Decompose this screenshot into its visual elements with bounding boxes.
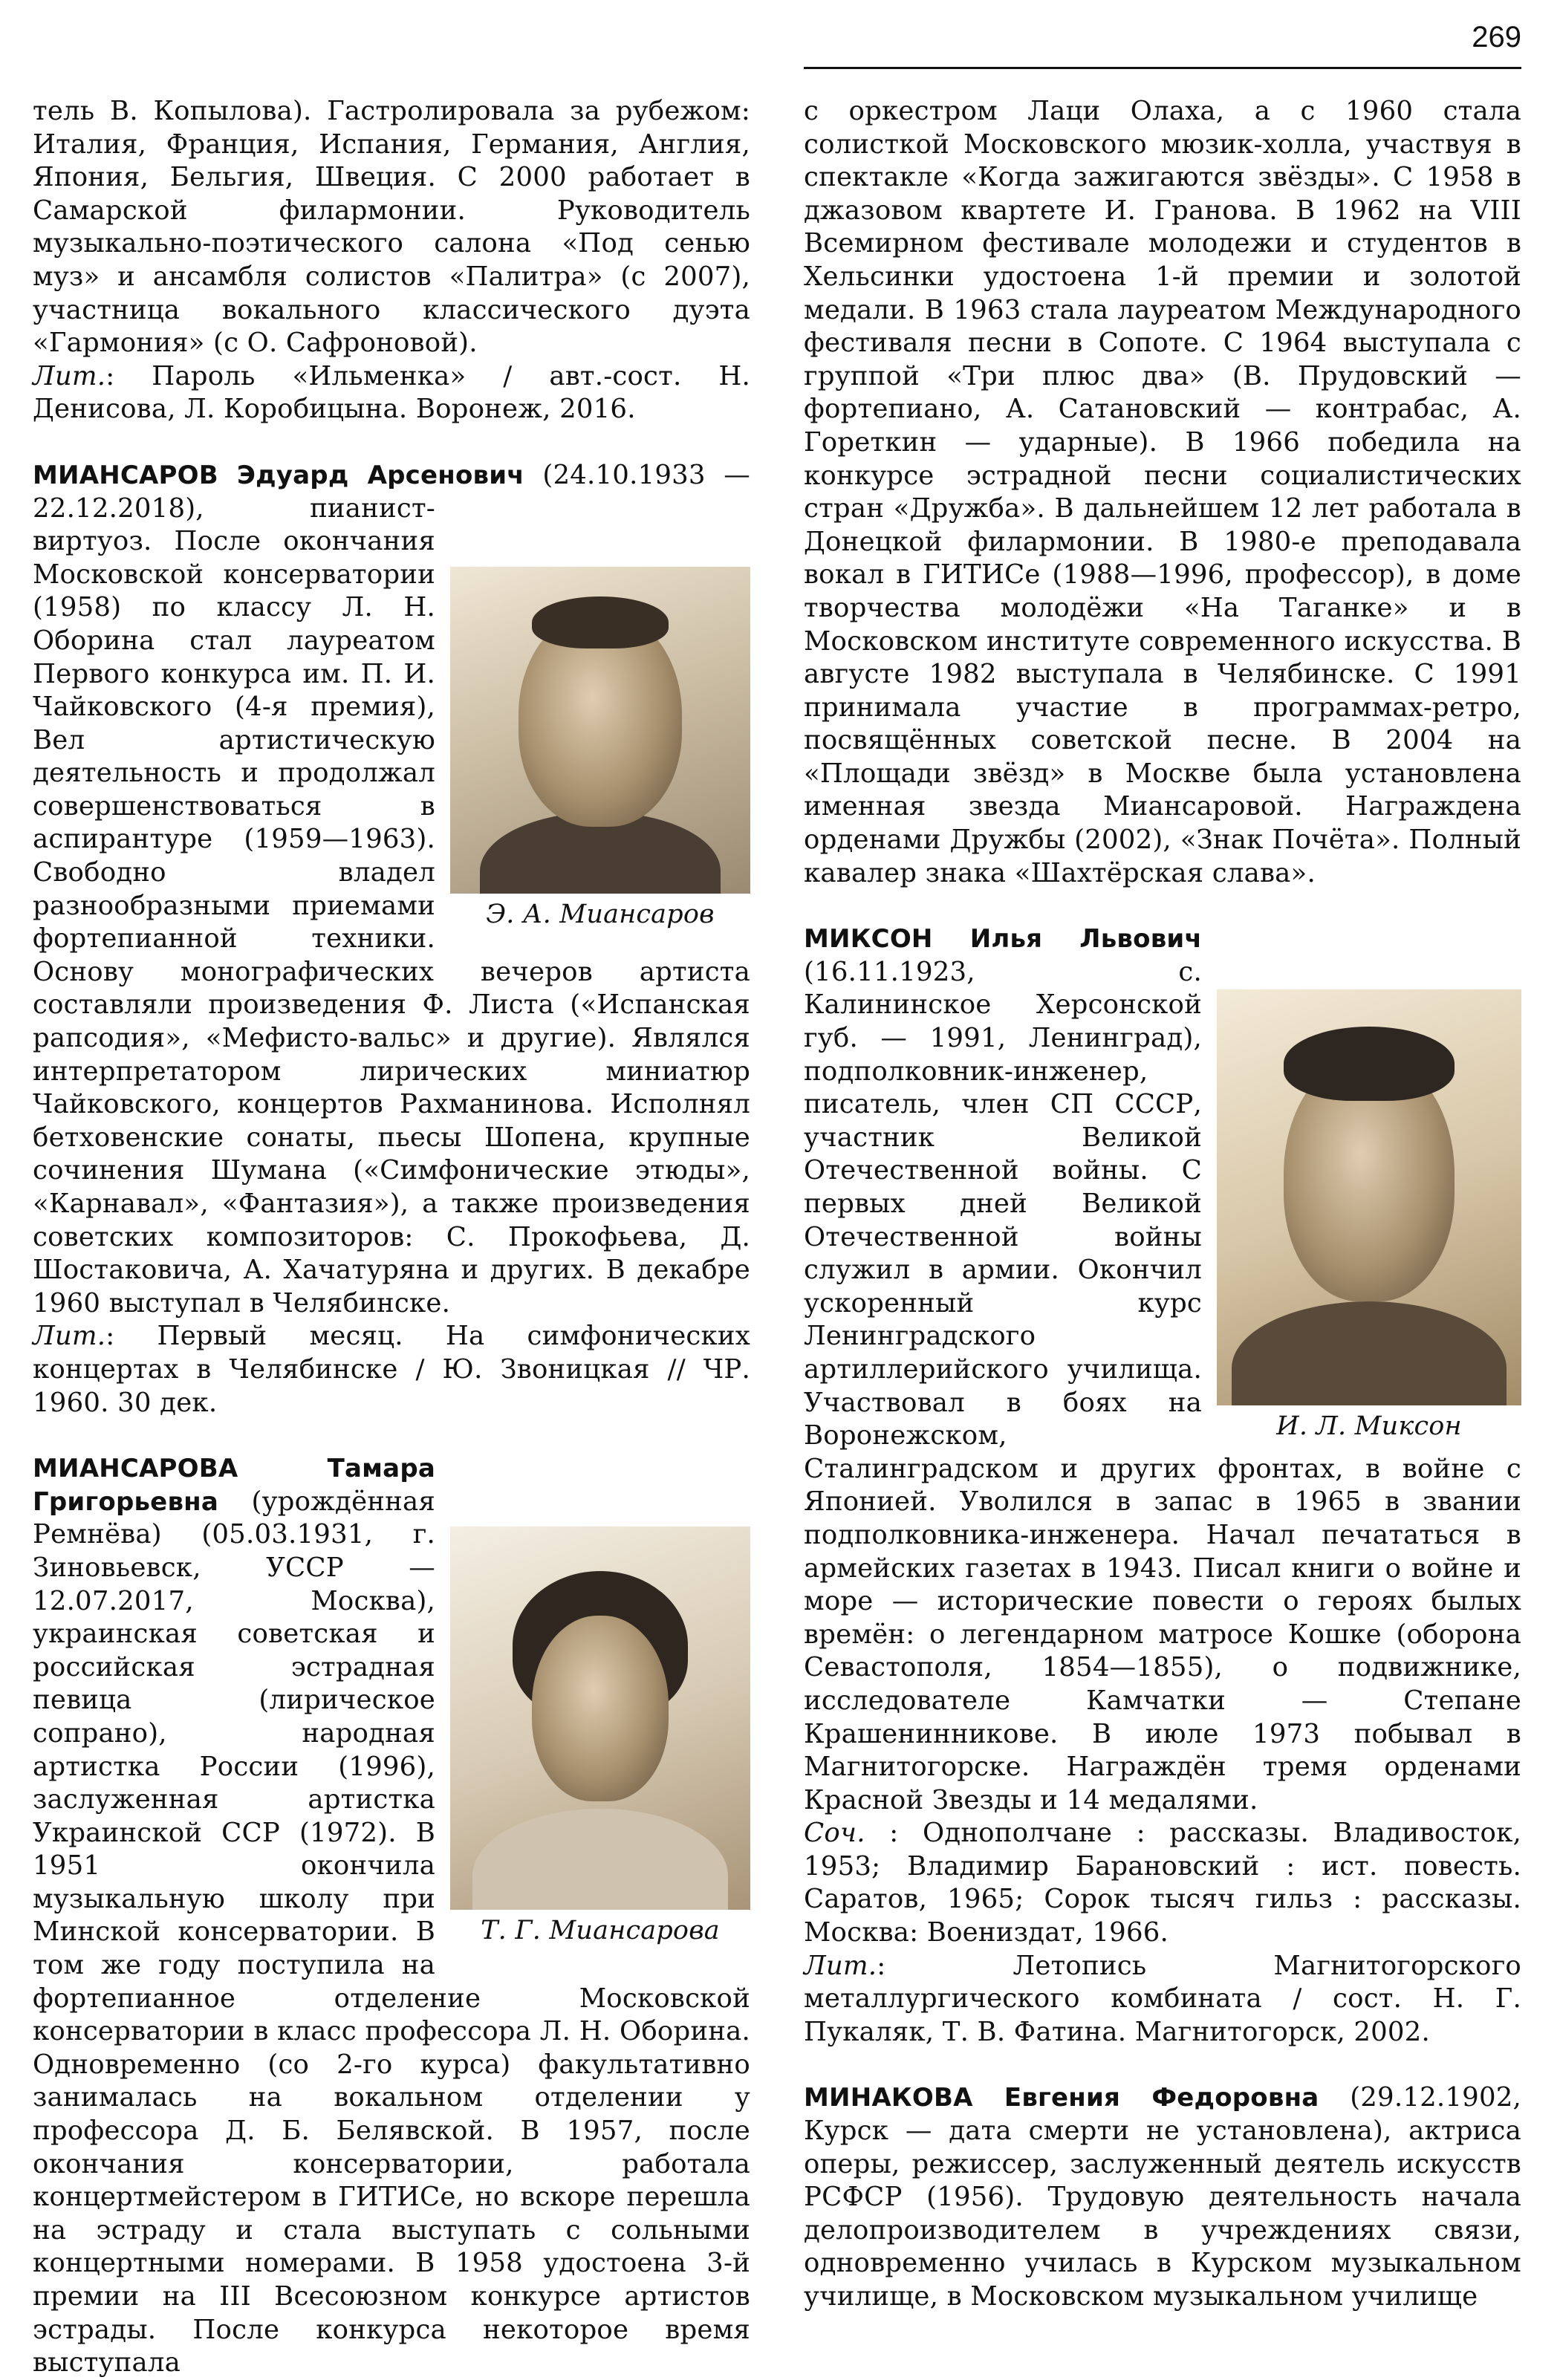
- entry-miansarov-literature: [33, 1320, 750, 1420]
- photo-miansarova-figure: [450, 1526, 750, 1947]
- literature-text: : Летопись Магнитогорского металлургического комбината / сост. Н. Г. Пукаляк, Т. В. Фатина. Магнитогорск, 2002.: [804, 1950, 1521, 2047]
- literature-text: : Пароль «Ильменка» / авт.-сост. Н. Денисова, Л. Коробицына. Воронеж, 2016.: [33, 360, 750, 425]
- entry-mikson-literature: [804, 1950, 1521, 2049]
- entry-text: с оркестром Лаци Олаха, а с 1960 стала солисткой Московского мюзик-холла, участвуя в спектакле «Когда зажигаются звёзды». С 1958 в джазовом квартете И. Гранова. В 1962 на VIII Всемирном фестивале молодежи и студентов в Хельсинки удостоена 1-й премии и золотой медали. В 1963 стала лауреатом Международного фестиваля песни в Сопоте. С 1964 выступала с группой «Три плюс два» (В. Прудовский — фортепиано, А. Сатановский — контрабас, А. Гореткин — ударные). В 1966 победила на конкурсе эстрадной песни социалистических стран «Дружба». В дальнейшем 12 лет работала в Донецкой филармонии. В 1980-е преподавала вокал в ГИТИСе (1988—1996, профессор), в доме творчества молодёжи «На Таганке» и в Московском институте современного искусства. В августе 1982 выступала в Челябинске. С 1991 принимала участие в программах-ретро, посвящённых советской песне. В 2004 на «Площади звёзд» в Москве была установлена именная звезда Миансаровой. Награждена орденами Дружбы (2002), «Знак Почёта». Полный кавалер знака «Шахтёрская слава».: [804, 96, 1521, 888]
- entry-miansarov: [33, 459, 750, 1320]
- photo-mikson: [1217, 989, 1521, 1405]
- entry-miansarova: [33, 1452, 750, 2380]
- photo-caption: Т. Г. Миансарова: [481, 1916, 720, 1946]
- entry-continuation: [33, 95, 750, 360]
- literature-label: Лит.: [33, 360, 106, 391]
- header-rule: [804, 67, 1521, 69]
- literature-label: Лит.: [804, 1950, 877, 1981]
- entry-headword: МИНАКОВА Евгения Федоровна: [804, 2083, 1319, 2113]
- entry-text: (урождённая Ремнёва) (05.03.1931, г. Зиновьевск, УССР — 12.07.2017, Москва), украинская советская и российская эстрадная певица (лирическое сопрано), народная артистка России (1996), заслуженная артистка Украинской ССР (1972). В 1951 окончила музыкальную школу при Минской консерватории. В том же году поступила на фортепианное отделение Московской консерватории в класс профессора Л. Н. Оборина. Одновременно (со 2-го курса) факультативно занималась на вокальном отделении у профессора Д. Б. Белявской. В 1957, после окончания консерватории, работала концертмейстером в ГИТИСе, но вскоре перешла на эстраду и стала выступать с сольными концертными номерами. В 1958 удостоена 3-й премии на III Всесоюзном конкурсе артистов эстрады. После конкурса некоторое время выступала: [33, 1486, 750, 2379]
- works-text: : Однополчане : рассказы. Владивосток, 1953; Владимир Барановский : ист. повесть. Саратов, 1965; Сорок тысяч гильз : рассказы. Москва: Воениздат, 1966.: [804, 1818, 1521, 1948]
- entry-headword: МИАНСАРОВА Тамара Григорьевна: [33, 1454, 435, 1517]
- photo-mikson-figure: [1217, 989, 1521, 1443]
- photo-caption: Э. А. Миансаров: [486, 899, 715, 929]
- page-number: 269: [1472, 21, 1521, 53]
- photo-caption: И. Л. Миксон: [1276, 1411, 1462, 1442]
- entry-text-start: [524, 460, 543, 490]
- entry-mikson: [804, 923, 1521, 1817]
- entry-mikson-works: [804, 1817, 1521, 1949]
- entry-headword: МИАНСАРОВ Эдуард Арсенович: [33, 460, 524, 490]
- literature-text: : Первый месяц. На симфонических концертах в Челябинске / Ю. Звоницкая // ЧР. 1960. 30 дек.: [33, 1321, 750, 1418]
- entry-text: (29.12.1902, Курск — дата смерти не установлена), актриса оперы, режиссер, заслуженный деятель искусств РСФСР (1956). Трудовую деятельность начала делопроизводителем в учреждениях связи, одновременно училась в Курском музыкальном училище, в Московском музыкальном училище: [804, 2082, 1522, 2312]
- entry-miansarova-continuation: [804, 95, 1521, 890]
- entry-minakova: [804, 2081, 1521, 2313]
- works-label: Соч.: [804, 1818, 865, 1849]
- entry-continuation-literature: [33, 360, 750, 426]
- photo-miansarova: [450, 1526, 750, 1910]
- right-column: [804, 95, 1521, 2324]
- photo-miansarov-figure: [450, 567, 750, 931]
- entry-headword: МИКСОН Илья Львович: [804, 924, 1202, 955]
- photo-miansarov: [450, 567, 750, 894]
- literature-label: Лит.: [33, 1321, 106, 1352]
- entry-text: (16.11.1923, с. Калининское Херсонской губ. — 1991, Ленинград), подполковник-инженер, писатель, член СП СССР, участник Великой Отечественной войны. С первых дней Великой Отечественной войны служил в армии. Окончил ускоренный курс Ленинградского артиллерийского училища. Участвовал в боях на Воронежском, Сталинградском и других фронтах, в войне с Японией. Уволился в запас в 1965 в звании подполковника-инженера. Начал печататься в армейских газетах в 1943. Писал книги о войне и море — исторические повести о героях былых времён: о легендарном матросе Кошке (оборона Севастополя, 1854—1855), о подвижнике, исследователе Камчатки — Степане Крашенинникове. В июле 1973 побывал в Магнитогорске. Награждён тремя орденами Красной Звезды и 14 медалями.: [804, 956, 1521, 1815]
- entry-continuation-text: тель В. Копылова). Гастролировала за рубежом: Италия, Франция, Испания, Германия, Англия, Япония, Бельгия, Швеция. С 2000 работает в Самарской филармонии. Руководитель музыкально-поэтического салона «Под сенью муз» и ансамбля солистов «Палитра» (с 2007), участница вокального классического дуэта «Гармония» (с О. Сафроновой).: [33, 96, 750, 359]
- entry-text: (24.10.1933 — 22.12.2018), пианист-виртуоз. После окончания Московской консерватории (1958) по классу Л. Н. Оборина стал лауреатом Первого конкурса им. П. И. Чайковского (4-я премия), Вел артистическую деятельность и продолжал совершенствоваться в аспирантуре (1959—1963). Свободно владел разнообразными приемами фортепианной техники. Основу монографических вечеров артиста составляли произведения Ф. Листа («Испанская рапсодия», «Мефисто-вальс» и другие). Являлся интерпретатором лирических миниатюр Чайковского, концертов Рахманинова. Исполнял бетховенские сонаты, пьесы Шопена, крупные сочинения Шумана («Симфонические этюды», «Карнавал», «Фантазия»), а также произведения советских композиторов: С. Прокофьева, Д. Шостаковича, А. Хачатуряна и других. В декабре 1960 выступал в Челябинске.: [33, 459, 750, 1319]
- left-column: [33, 95, 750, 2379]
